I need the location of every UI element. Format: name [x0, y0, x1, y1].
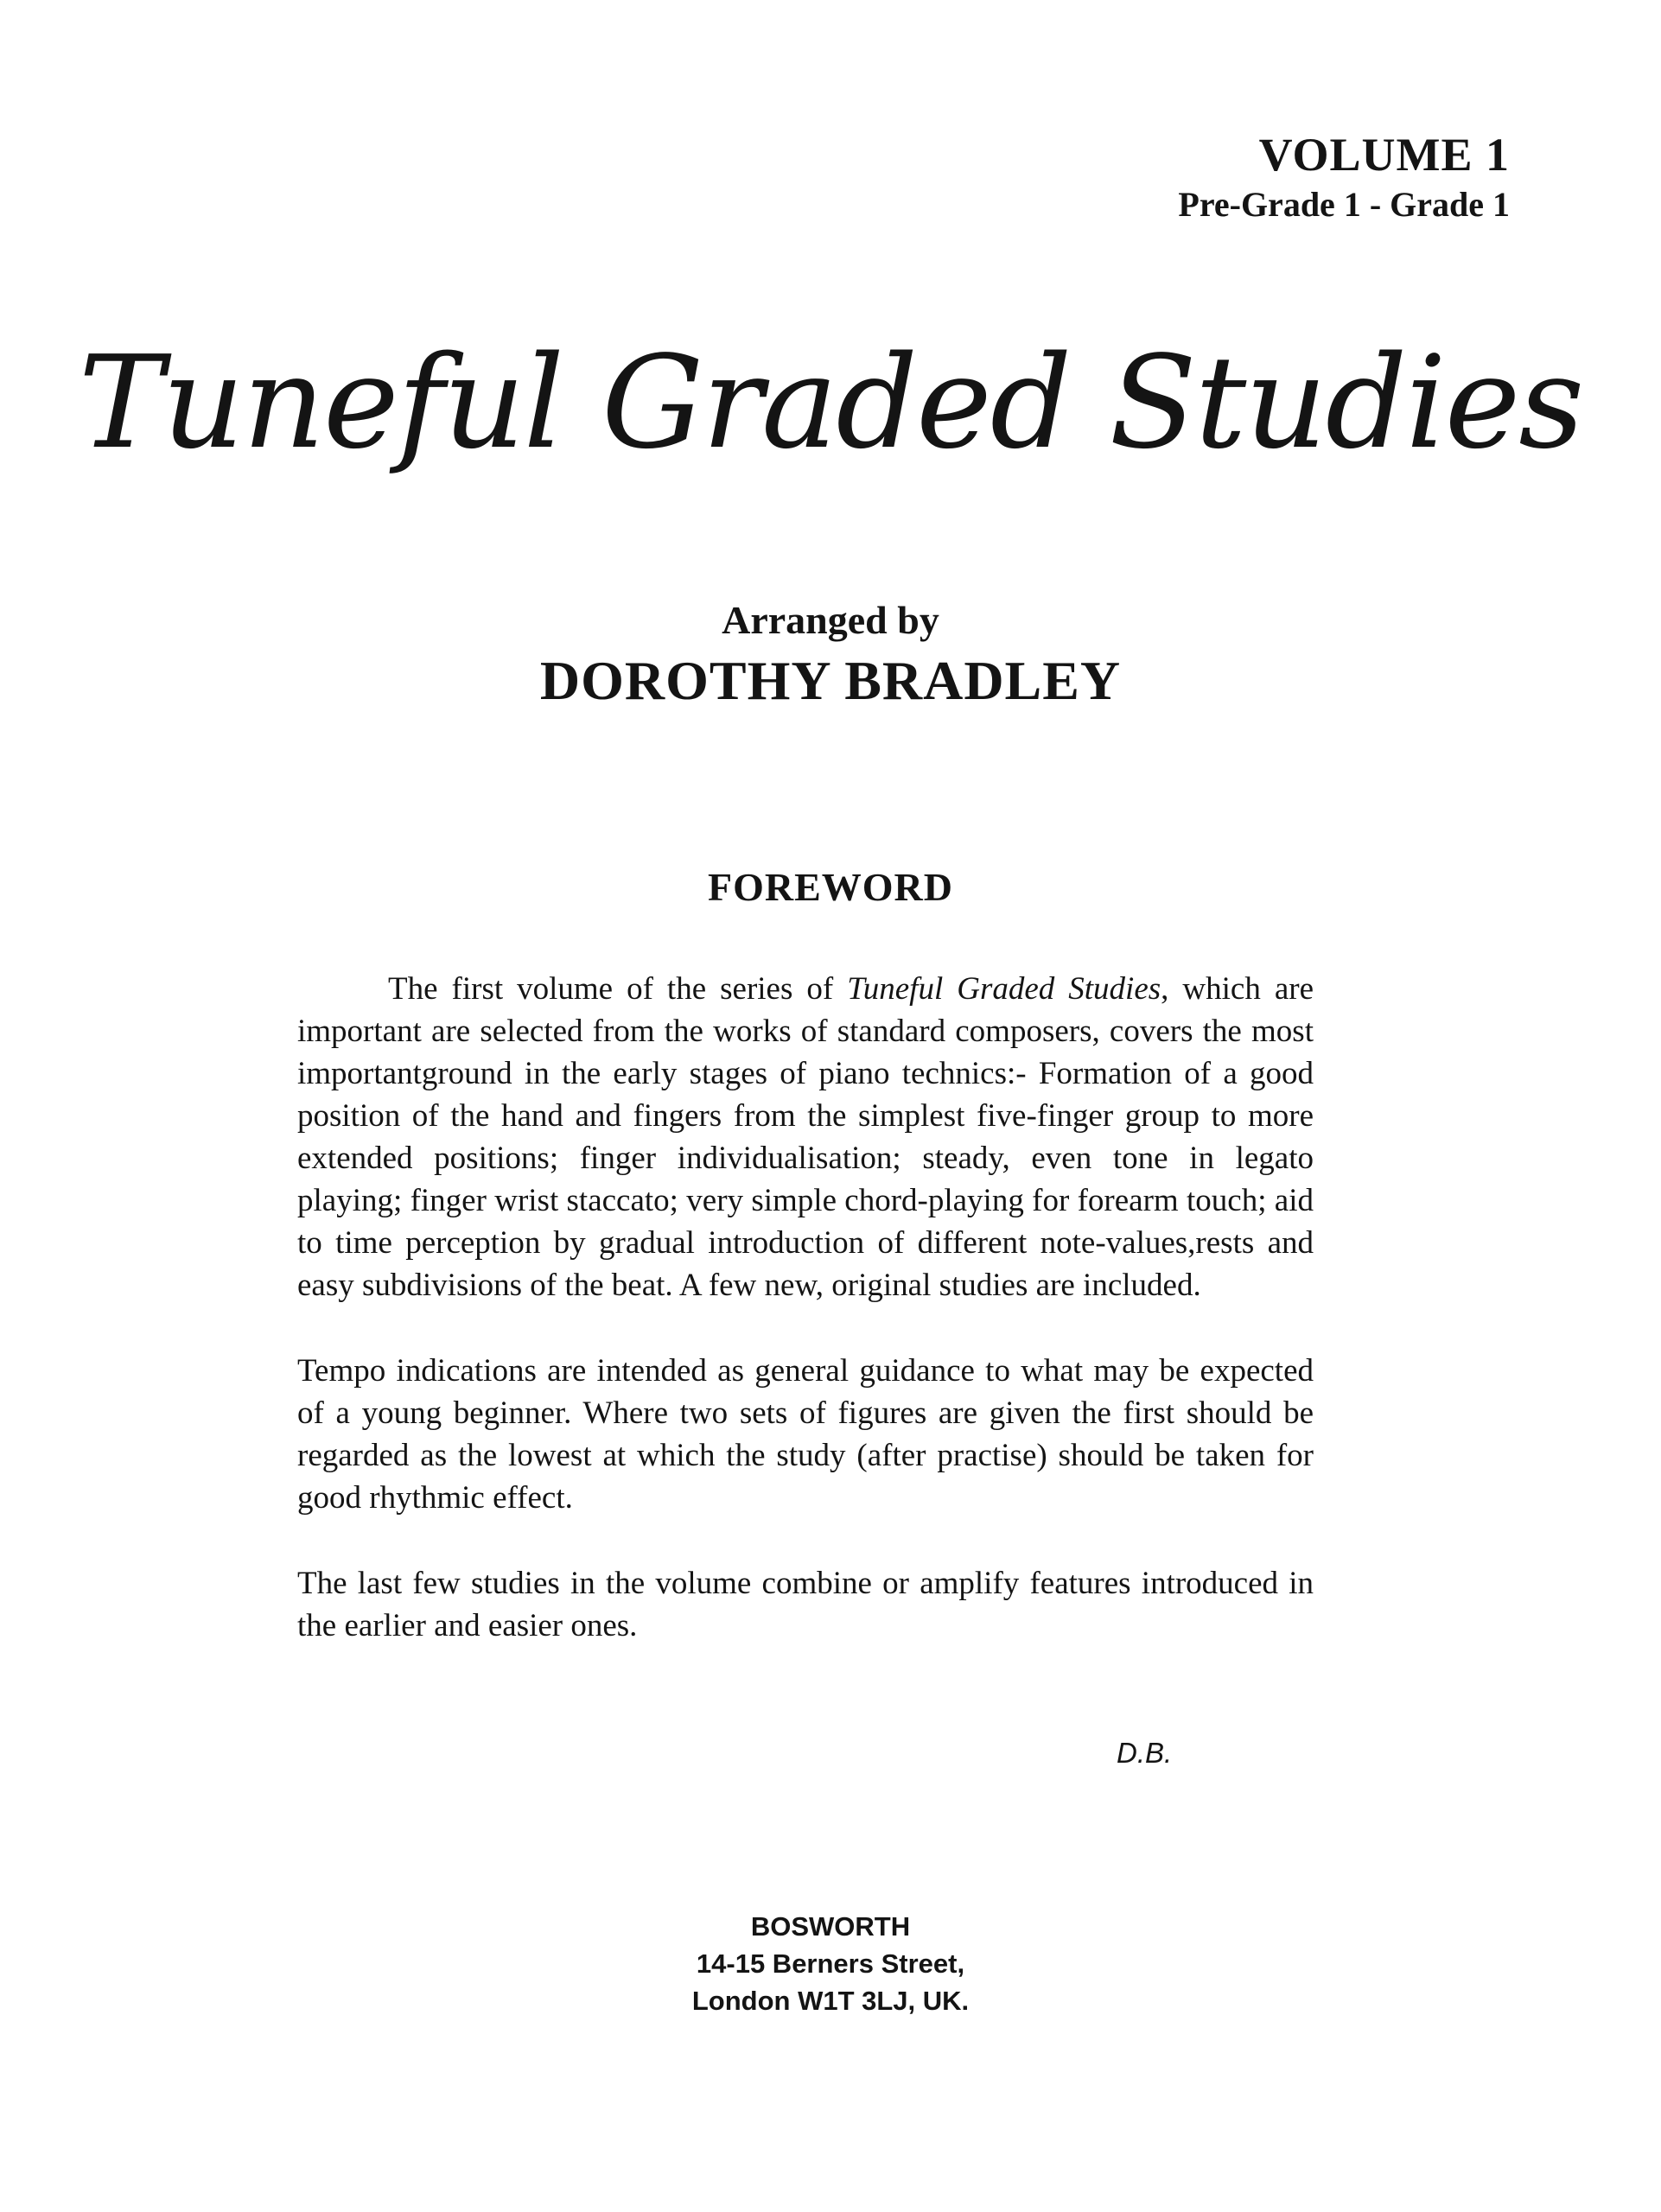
volume-block	[1178, 130, 1510, 229]
foreword-paragraph-3: The last few studies in the volume combine or amplify features introduced in the earlier and easier ones.	[297, 1566, 1314, 1643]
author-initials: D.B.	[1117, 1737, 1173, 1769]
publisher-name: BOSWORTH	[750, 1911, 911, 1942]
arranged-by-label: Arranged by	[722, 598, 939, 642]
publisher-block	[0, 1908, 1661, 2019]
publisher-address-line-2: London W1T 3LJ, UK.	[691, 1986, 970, 2016]
foreword-p1-title-italic: Tuneful Graded Studies	[847, 971, 1161, 1007]
arranger-name: DOROTHY BRADLEY	[539, 650, 1122, 712]
foreword-p1-intro: The first volume of the series of	[388, 971, 848, 1007]
foreword-heading: FOREWORD	[708, 865, 953, 909]
volume-label: VOLUME 1	[1258, 129, 1510, 181]
grade-range: Pre-Grade 1 - Grade 1	[1178, 185, 1510, 225]
foreword-p1-rest: , which are important are selected from the works of standard composers, covers the most importantground in the early stages of piano technics:- Formation of a good position of the hand and fingers from the simplest five-finger group to more extended positions; finger individualisation; steady, even tone in legato playing; finger wrist staccato; very simple chord-playing for forearm touch; aid to time perception by gradual introduction of different note-values,rests and easy subdivisions of the beat. A few new, original studies are included.	[297, 971, 1314, 1303]
foreword-paragraph-2: Tempo indications are intended as general guidance to what may be expected of a young beginner. Where two sets of figures are given the first should be regarded as the lowest at which the study (after practise) should be taken for good rhythmic effect.	[297, 1353, 1314, 1516]
foreword-paragraph-1	[297, 968, 1314, 1306]
series-title: Tuneful Graded Studies	[78, 328, 1583, 477]
publisher-address-line-1: 14-15 Berners Street,	[696, 1948, 965, 1979]
foreword-body	[297, 968, 1314, 1690]
arranger-block	[0, 596, 1661, 719]
